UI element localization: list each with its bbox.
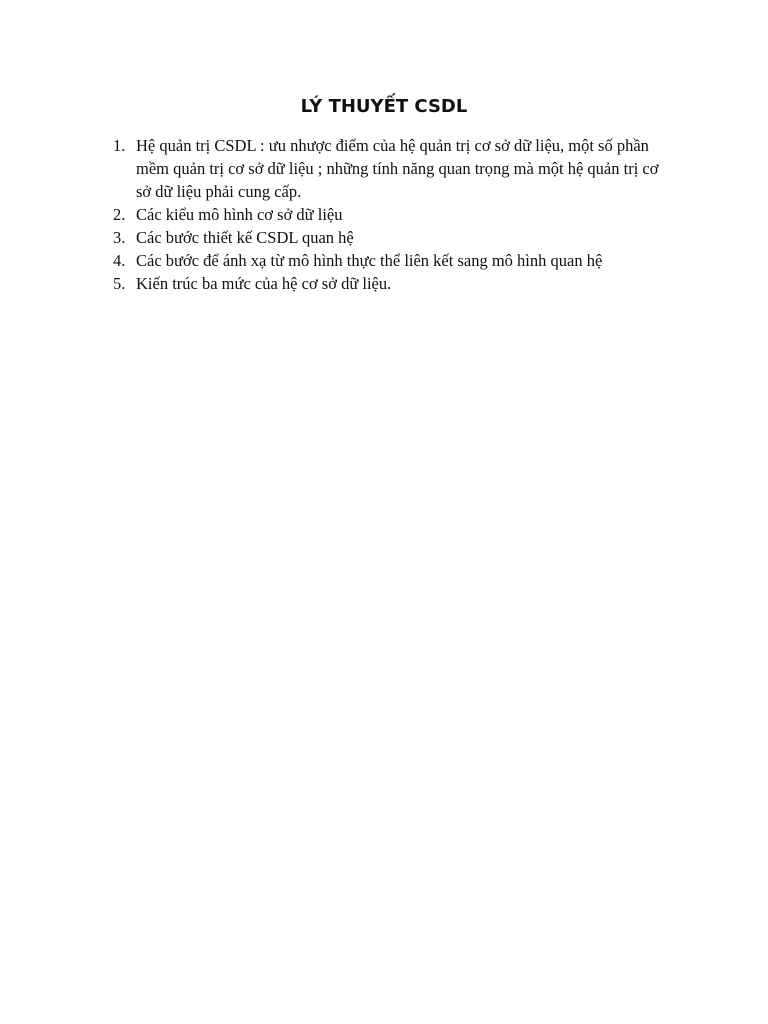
- document-title: LÝ THUYẾT CSDL: [300, 96, 468, 117]
- topic-item-4: [113, 249, 673, 272]
- topic-number: 2.: [113, 205, 126, 224]
- topic-item-3: [113, 226, 673, 249]
- topic-text: Kiến trúc ba mức của hệ cơ sở dữ liệu.: [136, 274, 392, 293]
- topic-item-5: [113, 272, 673, 295]
- topic-number: 4.: [113, 251, 126, 270]
- topic-text: Các bước để ánh xạ từ mô hình thực thể liên kết sang mô hình quan hệ: [136, 251, 603, 270]
- topic-list: [113, 134, 673, 295]
- topic-text: Các bước thiết kế CSDL quan hệ: [136, 228, 354, 247]
- topic-item-2: [113, 203, 673, 226]
- topic-number: 1.: [113, 136, 126, 155]
- topic-number: 3.: [113, 228, 126, 247]
- topic-number: 5.: [113, 274, 126, 293]
- topic-text: Hệ quản trị CSDL : ưu nhược điểm của hệ quản trị cơ sở dữ liệu, một số phần mềm quản trị cơ sở dữ liệu ; những tính năng quan trọng mà một hệ quản trị cơ sở dữ liệu phải cung cấp.: [136, 136, 659, 201]
- topic-text: Các kiểu mô hình cơ sở dữ liệu: [136, 205, 343, 224]
- topic-item-1: [113, 134, 673, 203]
